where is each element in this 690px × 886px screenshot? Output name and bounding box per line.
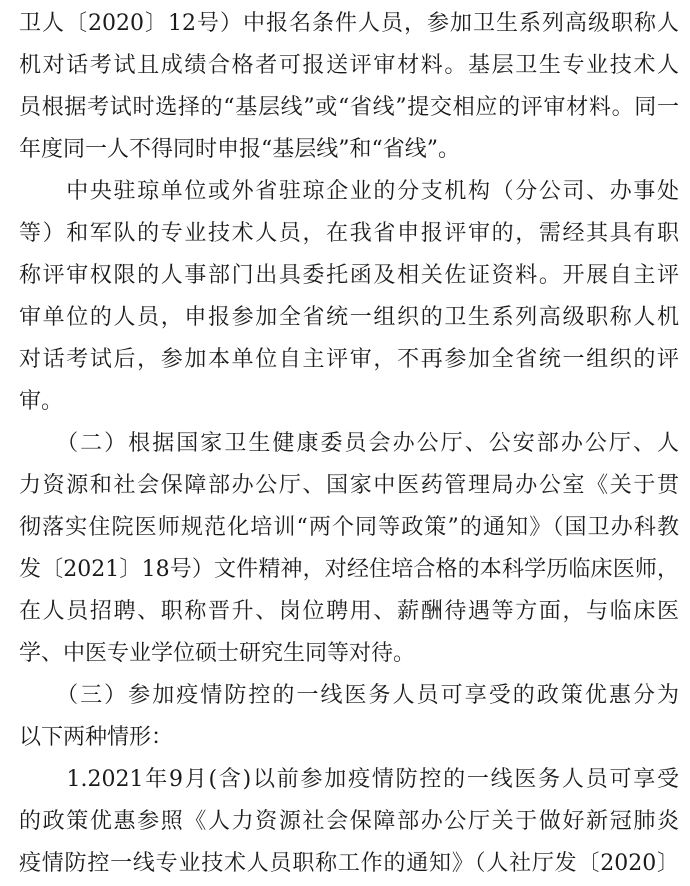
text-line: 年度同一人不得同时申报“基层线”和“省线”。 — [19, 137, 460, 162]
text-line: 审。 — [19, 389, 64, 414]
text-line: 对话考试后，参加本单位自主评审，不再参加全省统一组织的评 — [19, 347, 679, 372]
text-line: 疫情防控一线专业技术人员职称工作的通知》（人社厅发〔2020〕 — [19, 851, 679, 876]
text-line: 等）和军队的专业技术人员，在我省申报评审的，需经其具有职 — [19, 221, 679, 246]
text-line: （三）参加疫情防控的一线医务人员可享受的政策优惠分为 — [19, 683, 679, 708]
text-line: 以下两种情形： — [19, 725, 174, 750]
text-line: （二）根据国家卫生健康委员会办公厅、公安部办公厅、人 — [19, 431, 679, 456]
text-line: 在人员招聘、职称晋升、岗位聘用、薪酬待遇等方面，与临床医 — [19, 599, 679, 624]
text-line: 彻落实住院医师规范化培训“两个同等政策”的通知》（国卫办科教 — [19, 515, 679, 540]
text-line: 机对话考试且成绩合格者可报送评审材料。基层卫生专业技术人 — [19, 53, 679, 78]
text-line: 称评审权限的人事部门出具委托函及相关佐证资料。开展自主评 — [19, 263, 679, 288]
text-line: 员根据考试时选择的“基层线”或“省线”提交相应的评审材料。同一 — [19, 95, 679, 120]
text-line: 学、中医专业学位硕士研究生同等对待。 — [19, 641, 416, 666]
text-line: 的政策优惠参照《人力资源社会保障部办公厅关于做好新冠肺炎 — [19, 809, 679, 834]
text-line: 中央驻琼单位或外省驻琼企业的分支机构（分公司、办事处 — [19, 179, 679, 204]
text-line: 审单位的人员，申报参加全省统一组织的卫生系列高级职称人机 — [19, 305, 679, 330]
text-line: 卫人〔2020〕12号）中报名条件人员，参加卫生系列高级职称人 — [19, 11, 679, 36]
text-line: 发〔2021〕18号）文件精神，对经住培合格的本科学历临床医师， — [19, 557, 679, 582]
text-line: 力资源和社会保障部办公厅、国家中医药管理局办公室《关于贯 — [19, 473, 679, 498]
text-line: 1.2021年9月(含)以前参加疫情防控的一线医务人员可享受 — [19, 767, 679, 792]
